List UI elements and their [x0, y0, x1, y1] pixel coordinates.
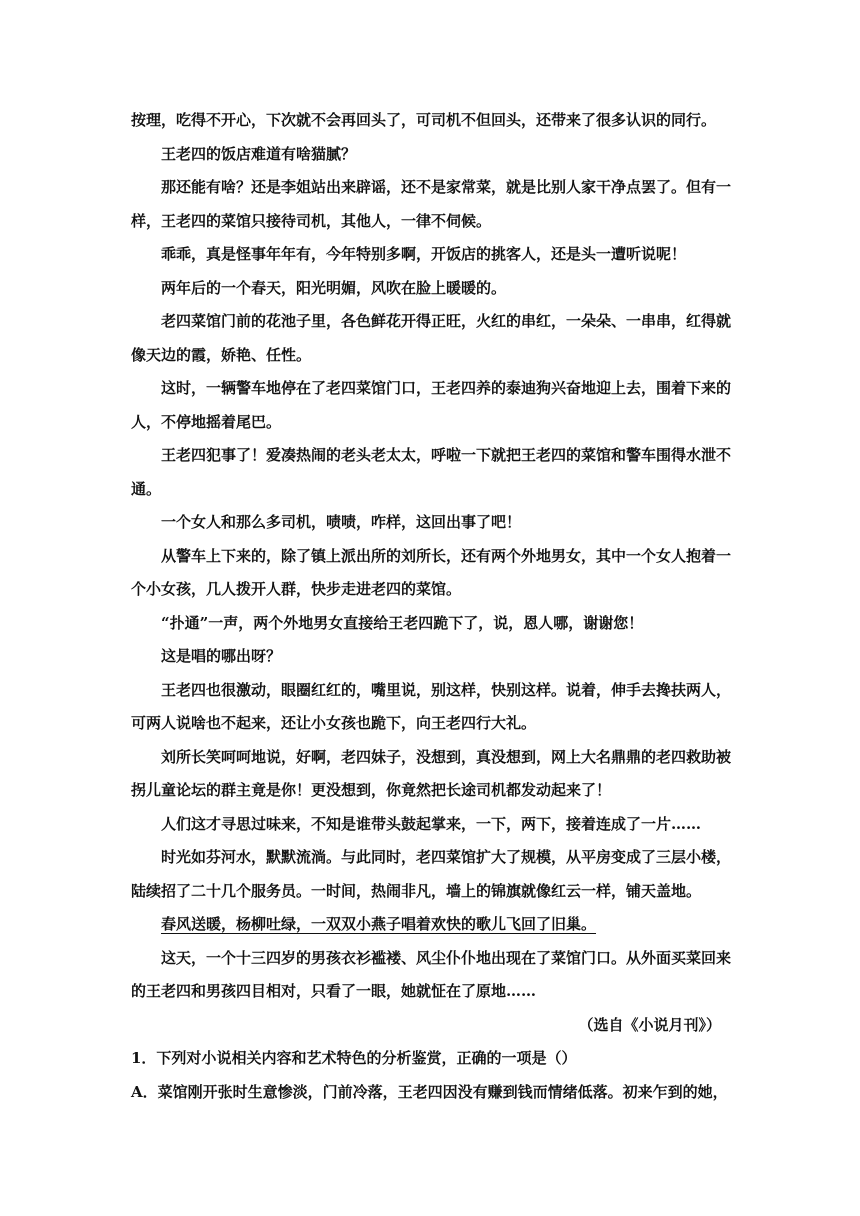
paragraph: 王老四的饭店难道有啥猫腻？ — [161, 144, 357, 163]
paragraph: 时光如芬河水，默默流淌。与此同时，老四菜馆扩大了规模，从平房变成了三层小楼，陆续招了二十几个服务员。一时间，热闹非凡，墙上的锦旗就像红云一样，铺天盖地。 — [131, 848, 732, 900]
paragraph: 刘所长笑呵呵地说，好啊，老四妹子，没想到，真没想到，网上大名鼎鼎的老四救助被拐儿童论坛的群主竟是你！更没想到，你竟然把长途司机都发动起来了！ — [131, 747, 732, 799]
story-text — [131, 104, 731, 1109]
paragraph: 这天，一个十三四岁的男孩衣衫褴褛、风尘仆仆地出现在了菜馆门口。从外面买菜回来的王老四和男孩四目相对，只看了一眼，她就怔在了原地…… — [131, 948, 732, 1000]
paragraph: 按理，吃得不开心，下次就不会再回头了，可司机不但回头，还带来了很多认识的同行。 — [131, 111, 717, 129]
paragraph: 这时，一辆警车地停在了老四菜馆门口，王老四养的泰迪狗兴奋地迎上去，围着下来的人，不停地摇着尾巴。 — [131, 379, 732, 431]
source-citation: （选自《小说月刊》） — [578, 1015, 721, 1034]
paragraph: 人们这才寻思过味来，不知是谁带头鼓起掌来，一下，两下，接着连成了一片…… — [161, 814, 702, 833]
paragraph: 从警车上下来的，除了镇上派出所的刘所长，还有两个外地男女，其中一个女人抱着一个小女孩，几人拨开人群，快步走进老四的菜馆。 — [131, 546, 732, 598]
paragraph: 这是唱的哪出呀？ — [161, 647, 282, 665]
paragraph: 王老四也很激动，眼圈红红的，嘴里说，别这样，快别这样。说着，伸手去搀扶两人，可两人说啥也不起来，还让小女孩也跪下，向王老四行大礼。 — [131, 680, 732, 732]
question-stem: 1．下列对小说相关内容和艺术特色的分析鉴赏，正确的一项是（） — [131, 1049, 577, 1067]
paragraph: 两年后的一个春天，阳光明媚，风吹在脸上暖暖的。 — [161, 278, 507, 297]
paragraph: 乖乖，真是怪事年年有，今年特别多啊，开饭店的挑客人，还是头一遭听说呢！ — [161, 245, 687, 263]
underlined-paragraph — [131, 908, 731, 942]
paragraph: 王老四犯事了！爱凑热闹的老头老太太，呼啦一下就把王老四的菜馆和警车围得水泄不通。 — [131, 446, 732, 498]
paragraph: 老四菜馆门前的花池子里，各色鲜花开得正旺，火红的串红，一朵朵、一串串，红得就像天边的霞，娇艳、任性。 — [131, 312, 732, 364]
underlined-sentence: 春风送暖，杨柳吐绿，一双双小燕子唱着欢快的歌儿飞回了旧巢。 — [161, 915, 597, 933]
paragraph: 那还能有啥？还是李姐站出来辟谣，还不是家常菜，就是比别人家干净点罢了。但有一样，王老四的菜馆只接待司机，其他人，一律不伺候。 — [131, 178, 732, 230]
option-a: A．菜馆刚开张时生意惨淡，门前冷落，王老四因没有赚到钱而情绪低落。初来乍到的她， — [131, 1082, 728, 1101]
paragraph: 一个女人和那么多司机，啧啧，咋样，这回出事了吧！ — [161, 513, 522, 531]
paragraph: “扑通”一声，两个外地男女直接给王老四跪下了，说，恩人哪，谢谢您！ — [161, 613, 644, 632]
